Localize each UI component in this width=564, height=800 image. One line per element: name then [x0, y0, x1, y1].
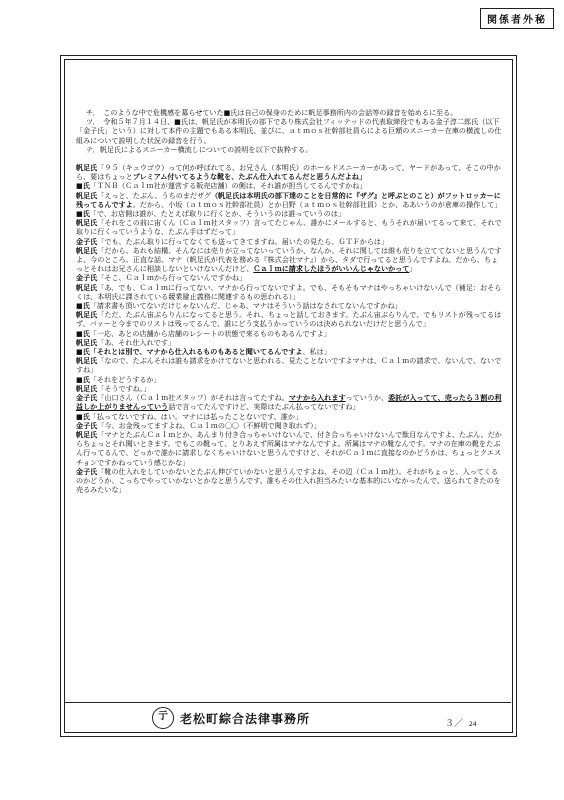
utterance-text: 「山口さん（Ｃａｌｍ社スタッフ）がそれは言ってたすね。 [97, 393, 289, 403]
utterance-text: 「そうですね。」 [97, 383, 151, 393]
speaker-name: ■氏 [76, 301, 90, 311]
utterance-text: 「一応、あとの店舗から店舗のレシートの状態で来るものもあるんですよ」 [89, 328, 331, 338]
utterance-text: 。だから、小坂（ａｔｍｏｓ社幹部社員）とか日野（ａｔｍｏｓ社幹部社員）とか、ああいうのが倉庫の操作して」 [132, 199, 502, 209]
speaker-name: 金子氏 [76, 236, 98, 246]
firm-name: 老松町綜合法律事務所 [180, 712, 311, 726]
confidential-stamp: 関係者外秘 [480, 8, 554, 29]
speaker-name: 金子氏 [76, 466, 98, 476]
transcript-line [76, 191, 502, 209]
utterance-text: 「払ってないですね、はい。マナには払ったことないです、誰か」 [89, 411, 303, 421]
underlined-text: 委託が入ってて、売ったら３割の利益しか上がりませんっていう [76, 393, 502, 412]
transcript-line [76, 467, 502, 495]
transcript-line [76, 356, 502, 374]
emphasis-text: プレミアム付いてるような靴を、たぶん仕入れてるんだと思うんだよね」 [132, 172, 367, 182]
transcript-line [76, 209, 502, 218]
transcript-line [76, 412, 502, 421]
transcript-line [76, 430, 502, 467]
emphasis-text: （帆足氏は本明氏の部下達のことを日常的に『ザグ』と呼ぶとのこと）がフットロッカーに残ってるんですよ [76, 190, 501, 209]
transcript-line [76, 237, 502, 246]
transcript-line [76, 218, 502, 236]
speaker-name: 帆足氏 [76, 337, 98, 347]
speaker-name: ■氏 [76, 411, 90, 421]
paragraph-te: テ．帆足氏によるスニーカー横流しについての説明を以下で抜粋する。 [86, 144, 313, 154]
underlined-text: Ｃａｌｍに請求したほうがいいんじゃないかって [253, 264, 410, 274]
utterance-text: 「あ、でも、Ｃａｌｍに行ってない、マナから行ってないですよ。でも、そもそもマナはやっちゃいけないんで（補足：おそらくは、本明氏に課されている競業避止義務に関連するもの思われる）」 [76, 282, 502, 301]
utterance-text: 「今、お金残ってますよね、Ｃａｌｍの〇〇（不鮮明で聞き取れず）」 [97, 420, 321, 430]
speaker-name: ■氏 [76, 181, 90, 191]
utterance-text: 「そこ、Ｃａｌｍから行ってないんですかね」 [97, 273, 247, 283]
emphasis-text: 「それとは別で、マナから仕入れるものもあると聞いてるんですよ [89, 347, 303, 357]
utterance-text: 「靴の仕入れをしていかないとたぶん伸びていかないと思うんですよね、その辺（Ｃａｌｍ社）。それがちょっと、入ってくるのかどうか、こっちでやっていかないとかなと思うんです。誰もその仕入れ担当みたいな基本的にいなかったんで、送られてきたのを売るみたいな」 [76, 466, 501, 495]
utterance-text: 「で、お店側は誰が、たとえば取りに行くとか、そういうのは誰っていうのは」 [89, 209, 346, 219]
utterance-text: 「９５（キュウゴウ）って何か呼ばれてる、お兄さん（本明氏）のホールドスニーカーがあって、ヤードがあって、そこの中から、要はちょっと [76, 163, 501, 182]
page-total: 24 [469, 721, 477, 728]
speaker-name: 帆足氏 [76, 190, 98, 200]
transcript-line [76, 181, 502, 190]
page-number [445, 716, 477, 729]
page-current: ３／ [445, 719, 464, 729]
speaker-name: 帆足氏 [76, 383, 98, 393]
transcript-line [76, 246, 502, 274]
transcript-line [76, 301, 502, 310]
utterance-text: 「えっと、たぶん、うちのまだザグ [97, 190, 211, 200]
speaker-name: ■氏 [76, 328, 90, 338]
utterance-text: 、私は」 [302, 347, 331, 357]
transcript-line [76, 310, 502, 328]
transcript-line [76, 163, 502, 181]
transcript-line [76, 347, 502, 356]
speaker-name: ■氏 [76, 209, 90, 219]
underlined-text: マナから入れます [288, 393, 346, 403]
speaker-name: ■氏 [76, 347, 90, 357]
speaker-name: 帆足氏 [76, 282, 98, 292]
utterance-text: 「あ、それ仕入れです」 [97, 337, 176, 347]
transcript [76, 163, 502, 494]
paragraph-tsu: ツ． 令和５年７月１４日、■氏は、帆足氏が本明氏の部下であり株式会社フィッテッドの代表取締役でもある金子淳二郎氏（以下「金子氏」という）に対して本件の主題でもある本明氏、並びに、ａｔｍｏｓ社幹部社員らによる巨額のスニーカー在庫の横流しの仕組みについて説明した状況の録音を行う。 [76, 117, 502, 145]
speaker-name: 帆足氏 [76, 310, 98, 320]
utterance-text: 「それをどうするか」 [89, 374, 161, 384]
firm-logo-icon: 亍 [152, 707, 174, 729]
speaker-name: ■氏 [76, 374, 90, 384]
transcript-line [76, 283, 502, 301]
utterance-text: 」 [409, 264, 417, 274]
speaker-name: 金子氏 [76, 273, 98, 283]
speaker-name: 帆足氏 [76, 245, 98, 255]
speaker-name: 金子氏 [76, 393, 98, 403]
speaker-name: 帆足氏 [76, 218, 98, 228]
utterance-text: 「請求書も頂いてないだけじゃないんだ、じゃあ、マナはそういう話はなされてないんですかね」 [89, 301, 402, 311]
speaker-name: 帆足氏 [76, 429, 98, 439]
document-body [76, 108, 502, 680]
utterance-text: 「それをこの前に宙くん（Ｃａｌｍ社スタッフ）言ってたじゃん、誰かにメールすると、もうそれが届いてるって来て、それで取りに行くっていうような、たぶん手はずだって」 [76, 218, 502, 237]
transcript-line [76, 384, 502, 393]
transcript-line [76, 421, 502, 430]
speaker-name: 帆足氏 [76, 163, 98, 173]
utterance-text: 「マナとたぶんＣａｌｍとか、あんまり付き合っちゃいけないんで、付き合っちゃいけないんで駄目なんですよ、たぶん。だからちょっとそれ聞いときます。でもこの靴って、とりあえず所属はマナなんですよ。所属はマナの靴なんです。マナの在庫の靴をたぶん行ってるんで、どっかで誰かに請求しなくちゃいけないと思うんですけど、それがＣａｌｍに直接なのかどうかは、ちょっとクエスチョンですかねっていう感じかな」 [76, 429, 502, 467]
speaker-name: 帆足氏 [76, 356, 98, 366]
transcript-line [76, 329, 502, 338]
utterance-text: 「だから、あれも結構、そんなには売りが立ってないっていうか、なんか、それに関しては維も売りを立ててないと思うんですよ、今のところ。正直な話、マナ（帆足氏が代表を務める『株式会社マナ』）から、タダで行ってると思うんですよね。だから、ちょっとそれはお兄さんに相談しないといけないんだけど、 [76, 245, 502, 274]
utterance-text: 「ただ、たぶん宙ぶらりんになってると思う。それ、ちょっと話しておきます。たぶん宙ぶらりんで、でもリストが残ってるはず、バァーと今までのリストは残ってるんで、誰にどう支払うかっていうのは決められないだけだと思うんで」 [76, 310, 502, 329]
utterance-text: 話で言ってたんですけど、実際はたぶん払ってないですね」 [168, 402, 360, 412]
utterance-text: 「なので、たぶんそれは誰も請求をかけてないと思われる、見たことないですよマナは、Ｃａｌｍの請求で、ないんで、ないですね」 [76, 356, 502, 375]
transcript-line [76, 393, 502, 411]
utterance-text: っていうか、 [345, 393, 389, 403]
transcript-line [76, 338, 502, 347]
speaker-name: 金子氏 [76, 420, 98, 430]
paragraph-chi: チ． このような中で危機感を募らせていた■氏は自己の保身のために帆足事務所内の会話等の録音を始めるに至る。 [86, 108, 458, 117]
transcript-line [76, 375, 502, 384]
transcript-line [76, 273, 502, 282]
utterance-text: 「ＴＮＢ（Ｃａｌｍ社が運営する販売店舗）の側は、それ誰が担当してるんですかね」 [89, 181, 367, 191]
utterance-text: 「でも、たぶん取りに行ってなくても送ってきてますね。届いたの見たら、ＧＴＦからは」 [97, 236, 389, 246]
